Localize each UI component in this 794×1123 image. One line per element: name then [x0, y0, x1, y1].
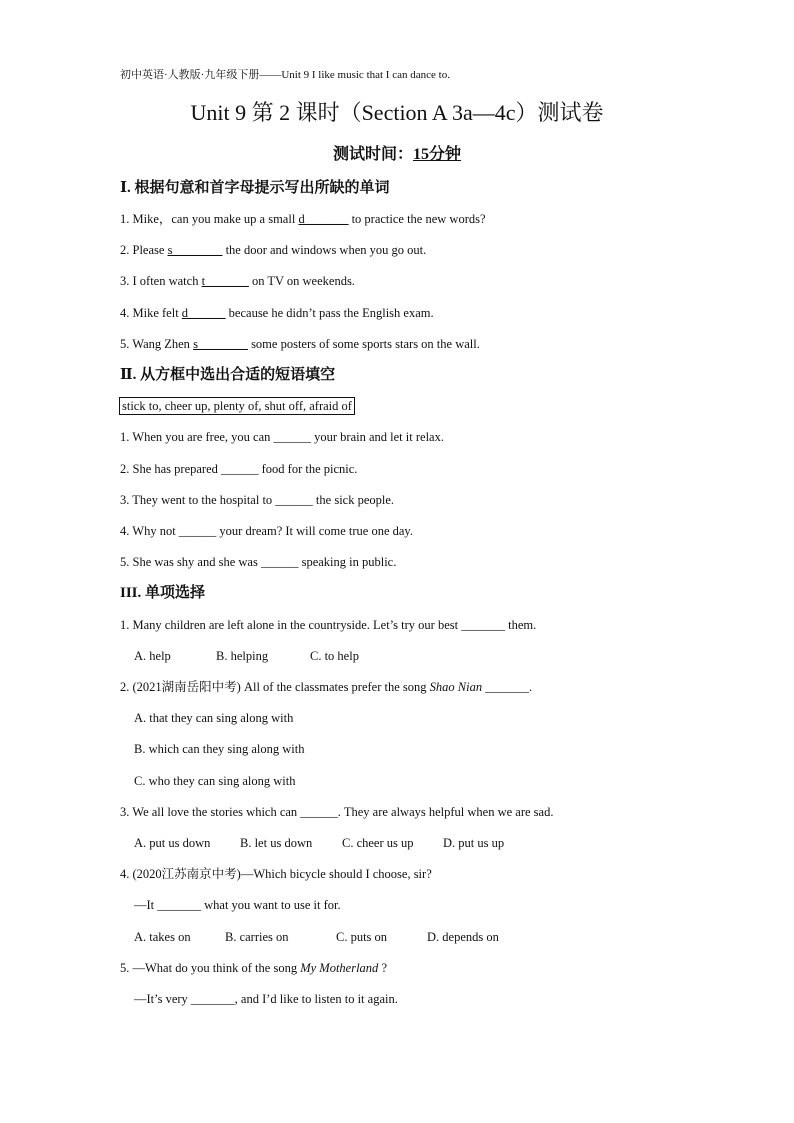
s3-q1-option-b: B. helping [216, 649, 269, 663]
s3-question-5: 5. —What do you think of the song My Motherland ? [120, 961, 387, 975]
s2-question-5: 5. She was shy and she was ______ speaking in public. [120, 555, 397, 569]
answer-blank: d______ [181, 306, 226, 320]
s3-q3-option-d: D. put us up [443, 836, 505, 850]
test-time-label: 测试时间： [332, 146, 413, 163]
s2-question-4: 4. Why not ______ your dream? It will come true one day. [120, 524, 413, 538]
s2-question-3: 3. They went to the hospital to ______ the sick people. [120, 493, 395, 507]
s1-question-3: 3. I often watch t_______ on TV on weekends. [120, 274, 355, 288]
page-header: 初中英语·人教版·九年级下册——Unit 9 I like music that I can dance to. [120, 69, 450, 81]
section-3-heading: III. 单项选择 [120, 585, 206, 601]
s3-question-4: 4. (2020江苏南京中考)—Which bicycle should I choose, sir? [120, 867, 432, 881]
s1-question-1: 1. Mike，can you make up a small d_______ to practice the new words? [120, 212, 486, 226]
s2-question-1: 1. When you are free, you can ______ your brain and let it relax. [120, 430, 444, 444]
s1-question-4: 4. Mike felt d______ because he didn’t pass the English exam. [120, 306, 434, 320]
s3-q2-option-b: B. which can they sing along with [134, 742, 305, 756]
answer-blank: t_______ [201, 274, 249, 288]
section-1-heading: Ⅰ. 根据句意和首字母提示写出所缺的单词 [120, 180, 390, 196]
s3-question-3: 3. We all love the stories which can ______. They are always helpful when we are sad. [120, 805, 554, 819]
s3-q4-option-b: B. carries on [225, 930, 289, 944]
s3-q2-option-c: C. who they can sing along with [134, 774, 296, 788]
page-title: Unit 9 第 2 课时（Section A 3a—4c）测试卷 [190, 100, 604, 125]
s3-q3-option-c: C. cheer us up [342, 836, 414, 850]
s3-q4-option-a: A. takes on [134, 930, 191, 944]
section-2-heading: Ⅱ. 从方框中选出合适的短语填空 [120, 367, 336, 383]
s3-q5-answer-line: —It’s very _______, and I’d like to listen to it again. [134, 992, 398, 1006]
song-title: My Motherland [300, 961, 379, 975]
s3-q1-option-a: A. help [134, 649, 171, 663]
answer-blank: d_______ [298, 212, 349, 226]
s3-question-1: 1. Many children are left alone in the countryside. Let’s try our best _______ them. [120, 618, 537, 632]
answer-blank: s________ [193, 337, 248, 351]
s3-q3-option-b: B. let us down [240, 836, 313, 850]
s3-q1-option-c: C. to help [310, 649, 359, 663]
phrase-box: stick to, cheer up, plenty of, shut off, afraid of [119, 397, 355, 415]
s1-question-2: 2. Please s________ the door and windows when you go out. [120, 243, 427, 257]
s3-q4-option-d: D. depends on [427, 930, 499, 944]
song-title: Shao Nian [429, 680, 483, 694]
s3-q4-option-c: C. puts on [336, 930, 388, 944]
s3-question-2: 2. (2021湖南岳阳中考) All of the classmates prefer the song Shao Nian _______. [120, 680, 533, 694]
s3-q4-answer-line: —It _______ what you want to use it for. [134, 898, 341, 912]
s3-q3-option-a: A. put us down [134, 836, 211, 850]
answer-blank: s________ [167, 243, 223, 257]
s2-question-2: 2. She has prepared ______ food for the picnic. [120, 462, 358, 476]
s1-question-5: 5. Wang Zhen s________ some posters of some sports stars on the wall. [120, 337, 480, 351]
test-time-value: 15分钟 [413, 146, 462, 163]
test-time [0, 141, 794, 164]
s3-q2-option-a: A. that they can sing along with [134, 711, 294, 725]
